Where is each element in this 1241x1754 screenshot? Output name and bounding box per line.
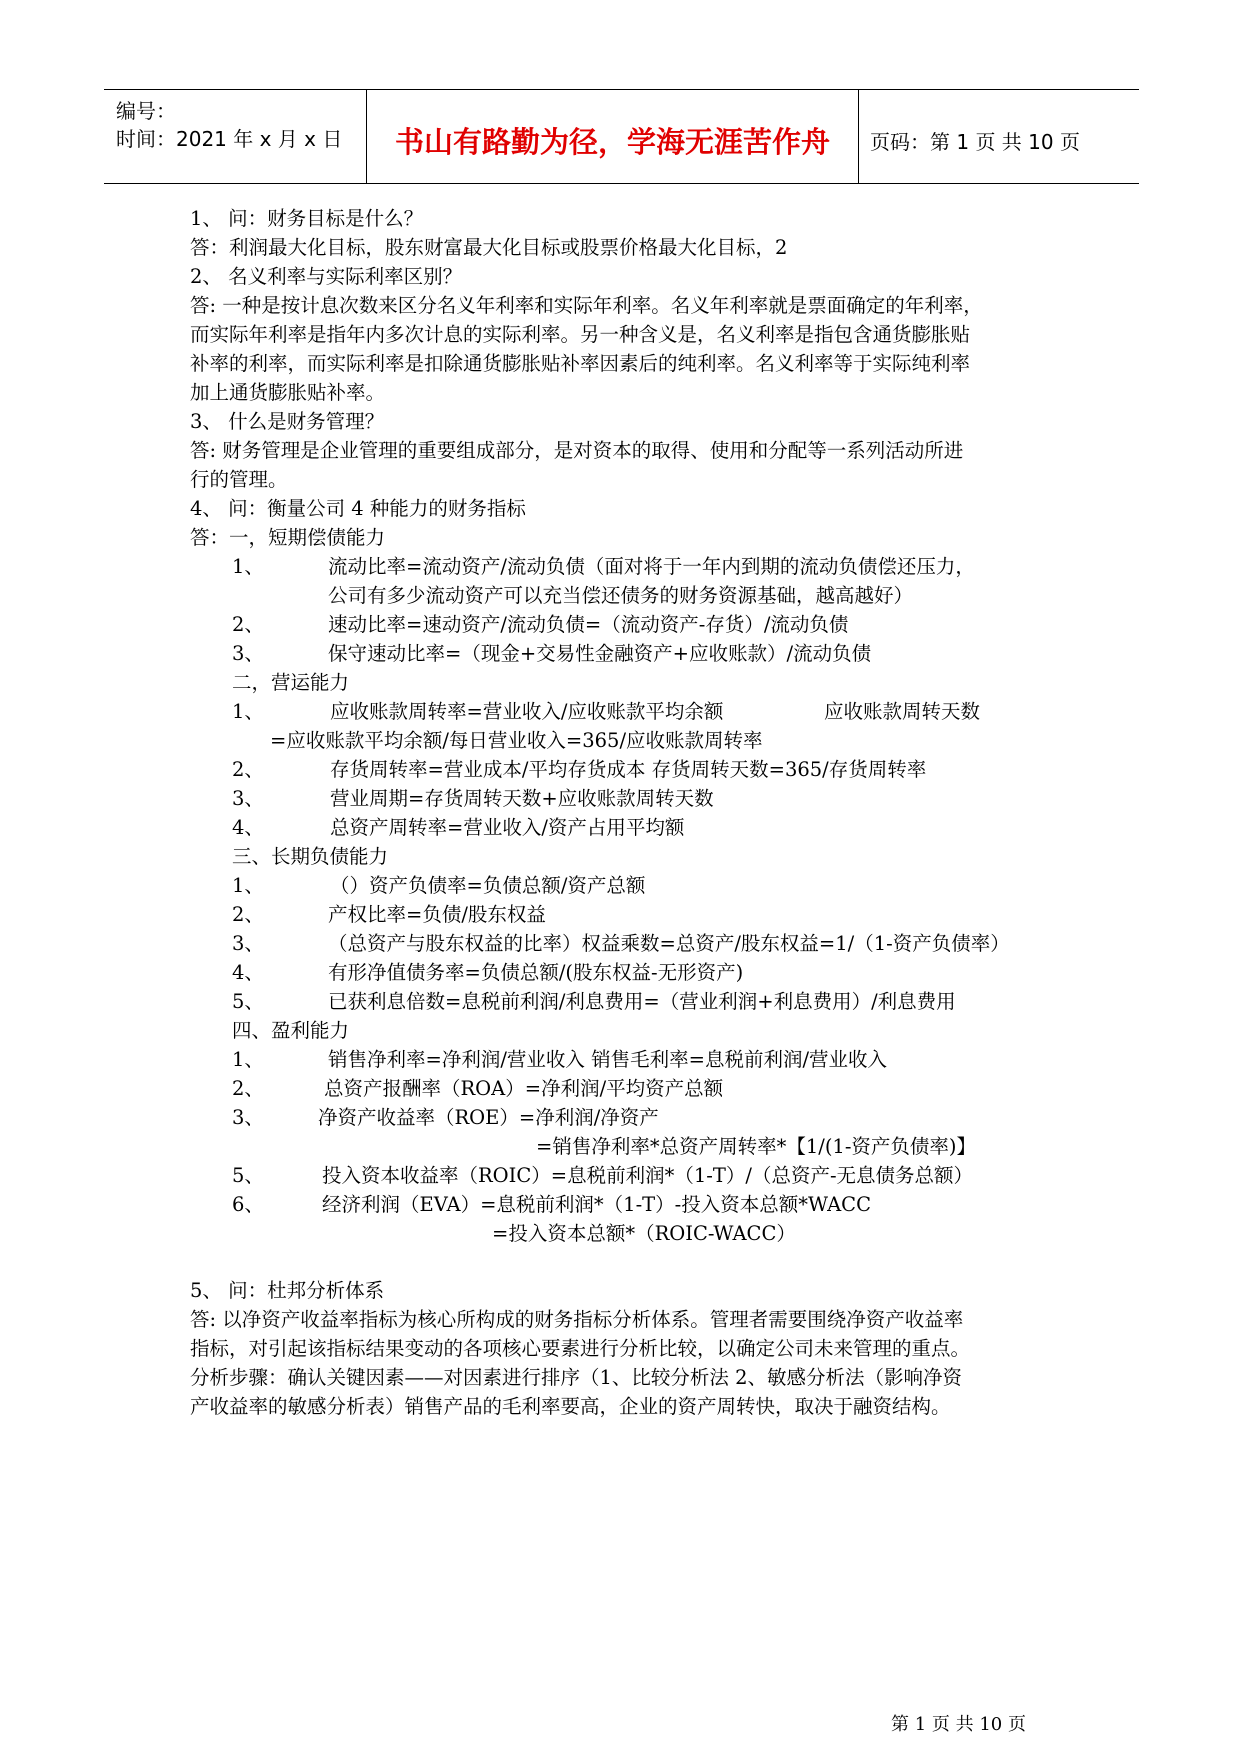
question-3: 3、 什么是财务管理？ (190, 410, 385, 433)
debt-ratio-line: （）资产负债率=负债总额/资产总额 (330, 874, 646, 897)
item-number: 5、 (232, 990, 264, 1013)
item-number: 2、 (232, 903, 264, 926)
item-number: 1、 (232, 874, 264, 897)
total-asset-turnover-line: 总资产周转率=营业收入/资产占用平均额 (330, 816, 685, 839)
section-profitability: 四、盈利能力 (232, 1019, 350, 1042)
answer-3-line: 答: 财务管理是企业管理的重要组成部分，是对资本的取得、使用和分配等一系列活动所进 (190, 439, 964, 462)
quick-ratio-line: 速动比率=速动资产/流动负债=（流动资产-存货）/流动负债 (328, 613, 849, 636)
roe-line: 净资产收益率（ROE）=净利润/净资产 (318, 1106, 659, 1129)
section-operating-ability: 二，营运能力 (232, 671, 350, 694)
header-motto-cell (367, 90, 859, 183)
item-number: 1、 (232, 700, 264, 723)
net-profit-margin-line: 销售净利率=净利润/营业收入 销售毛利率=息税前利润/营业收入 (328, 1048, 888, 1071)
answer-2-line: 加上通货膨胀贴补率。 (190, 381, 386, 404)
conservative-quick-ratio-line: 保守速动比率=（现金+交易性金融资产+应收账款）/流动负债 (328, 642, 872, 665)
section-long-term-solvency: 三、长期负债能力 (232, 845, 389, 868)
receivables-days-label: 应收账款周转天数 (824, 700, 981, 723)
receivables-days-formula: =应收账款平均余额/每日营业收入=365/应收账款周转率 (270, 729, 763, 752)
item-number: 1、 (232, 1048, 264, 1071)
section-short-term-solvency: 答：一，短期偿债能力 (190, 526, 386, 549)
header-page-number: 页码：第 1 页 共 10 页 (870, 130, 1080, 154)
current-ratio-note: 公司有多少流动资产可以充当偿还债务的财务资源基础，越高越好） (328, 584, 914, 607)
tangible-debt-ratio-line: 有形净值债务率=负债总额/(股东权益-无形资产) (328, 961, 744, 984)
roic-line: 投入资本收益率（ROIC）=息税前利润*（1-T）/（总资产-无息债务总额） (322, 1164, 974, 1187)
item-number: 2、 (232, 1077, 264, 1100)
question-1: 1、 问：财务目标是什么？ (190, 207, 424, 230)
equity-ratio-line: 产权比率=负债/股东权益 (328, 903, 546, 926)
eva-alt-formula: =投入资本总额*（ROIC-WACC） (492, 1222, 796, 1245)
header-motto: 书山有路勤为径，学海无涯苦作舟 (394, 125, 830, 159)
question-2: 2、 名义利率与实际利率区别？ (190, 265, 463, 288)
operating-cycle-line: 营业周期=存货周转天数+应收账款周转天数 (330, 787, 714, 810)
item-number: 6、 (232, 1193, 264, 1216)
equity-multiplier-line: （总资产与股东权益的比率）权益乘数=总资产/股东权益=1/（1-资产负债率） (328, 932, 1010, 955)
item-number: 2、 (232, 758, 264, 781)
item-number: 3、 (232, 642, 264, 665)
receivables-turnover-line: 应收账款周转率=营业收入/应收账款平均余额 (330, 700, 724, 723)
roa-line: 总资产报酬率（ROA）=净利润/平均资产总额 (324, 1077, 724, 1100)
answer-2-line: 补率的利率，而实际利率是扣除通货膨胀贴补率因素后的纯利率。名义利率等于实际纯利率 (190, 352, 971, 375)
page-header (104, 89, 1139, 184)
interest-coverage-line: 已获利息倍数=息税前利润/利息费用=（营业利润+利息费用）/利息费用 (328, 990, 956, 1013)
roe-dupont-formula: =销售净利率*总资产周转率*【1/(1-资产负债率)】 (536, 1135, 977, 1158)
page-footer: 第 1 页 共 10 页 (891, 1714, 1026, 1735)
answer-3-line: 行的管理。 (190, 468, 288, 491)
current-ratio-line: 流动比率=流动资产/流动负债（面对将于一年内到期的流动负债偿还压力， (328, 555, 975, 578)
item-number: 4、 (232, 816, 264, 839)
answer-2-line: 而实际年利率是指年内多次计息的实际利率。另一种含义是，名义利率是指包含通货膨胀贴 (190, 323, 971, 346)
header-page-cell (860, 90, 1139, 183)
eva-line: 经济利润（EVA）=息税前利润*（1-T）-投入资本总额*WACC (322, 1193, 871, 1216)
item-number: 3、 (232, 1106, 264, 1129)
answer-5-line: 答: 以净资产收益率指标为核心所构成的财务指标分析体系。管理者需要围绕净资产收益率 (190, 1308, 964, 1331)
question-5: 5、 问：杜邦分析体系 (190, 1279, 385, 1302)
item-number: 3、 (232, 787, 264, 810)
item-number: 4、 (232, 961, 264, 984)
question-4: 4、 问：衡量公司 4 种能力的财务指标 (190, 497, 526, 520)
answer-5-line: 指标，对引起该指标结果变动的各项核心要素进行分析比较，以确定公司未来管理的重点。 (190, 1337, 971, 1360)
inventory-turnover-line: 存货周转率=营业成本/平均存货成本 存货周转天数=365/存货周转率 (330, 758, 927, 781)
header-info-cell (104, 90, 367, 183)
item-number: 1、 (232, 555, 264, 578)
answer-2-line: 答: 一种是按计息次数来区分名义年利率和实际年利率。名义年利率就是票面确定的年利率， (190, 294, 983, 317)
document-number-label: 编号： (116, 99, 176, 123)
answer-1: 答：利润最大化目标，股东财富最大化目标或股票价格最大化目标，2 (190, 236, 788, 259)
document-time-label: 时间：2021 年 x 月 x 日 (116, 127, 343, 151)
item-number: 2、 (232, 613, 264, 636)
answer-5-line: 分析步骤：确认关键因素——对因素进行排序（1、比较分析法 2、敏感分析法（影响净资 (190, 1366, 963, 1389)
item-number: 3、 (232, 932, 264, 955)
answer-5-line: 产收益率的敏感分析表）销售产品的毛利率要高，企业的资产周转快，取决于融资结构。 (190, 1395, 951, 1418)
item-number: 5、 (232, 1164, 264, 1187)
